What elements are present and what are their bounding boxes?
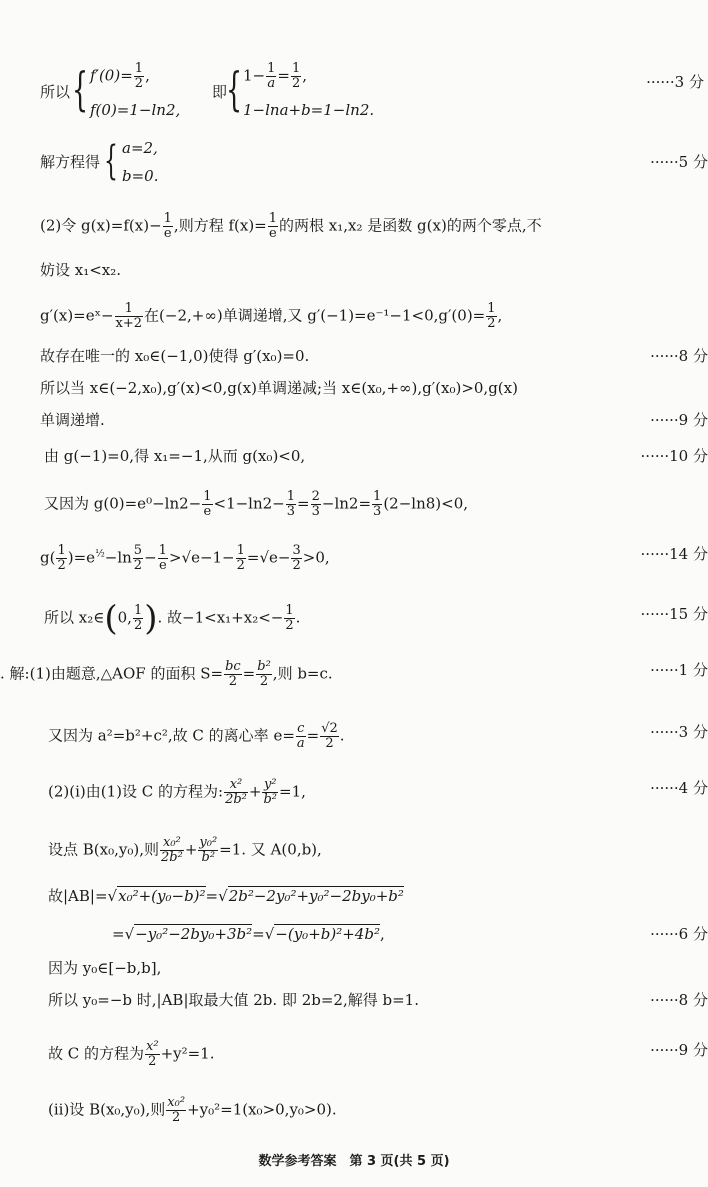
line-7-text: 所以当 x∈(−2,x₀),g′(x)<0,g(x)单调递减;当 x∈(x₀,+∞),g′(x₀)>0,g(x) (40, 379, 518, 397)
line-5-content: g′(x)=eˣ− $\frac{1}{x+2}$ 在(−2,+∞)单调递增,又 g′(−1)=e⁻¹−1<0,g′(0)= $\frac{1}{2}$ , (40, 301, 503, 331)
score-2: ······5 分 (650, 153, 708, 171)
score-8: ······9 分 (650, 411, 708, 429)
sys-1d: 1−lna+b=1−ln2. (243, 101, 375, 119)
score-21: ······9 分 (650, 1041, 708, 1059)
score-14: ······3 分 (650, 723, 708, 741)
line-4-text: 妨设 x₁<x₂. (40, 261, 122, 279)
brace-2: { (226, 62, 243, 116)
line-16-content: 设点 B(x₀,y₀),则 $\frac{\text{x₀²}}{\text{2b²}}$ + $\frac{\text{y₀²}}{\text{b²}}$ =1. 又 A(0,b), (48, 835, 322, 865)
line-1-prefix: 所以 (40, 83, 71, 101)
frac: $\frac{1}{2}$ (134, 61, 144, 91)
line-21-content: 故 C 的方程为 $\frac{\text{x²}}{2}$ +y²=1. (48, 1039, 215, 1069)
score-20: ······8 分 (650, 991, 708, 1009)
line-22-content: (ii)设 B(x₀,y₀),则 $\frac{\text{x₀²}}{2}$ +y₀²=1(x₀>0,y₀>0). (48, 1095, 337, 1125)
line-19-text: 因为 y₀∈[−b,b], (48, 959, 162, 977)
line-20-text: 所以 y₀=−b 时,|AB|取最大值 2b. 即 2b=2,解得 b=1. (48, 991, 419, 1009)
line-2 (0, 138, 708, 188)
line-12-content: 所以 x₂∈(0, $\frac{1}{2}$ ). 故−1<x₁+x₂<− $\frac{1}{2}$ . (44, 598, 301, 639)
line-1 (0, 62, 708, 122)
line-5 (0, 301, 708, 331)
score-1: ······3 分 (646, 73, 704, 91)
line-17-content: 故|AB|=√x₀²+(y₀−b)²=√2b²−2y₀²+y₀²−2by₀+b² (48, 887, 404, 905)
line-8-text: 单调递增. (40, 411, 105, 429)
line-13-content: . 解:(1)由题意,△AOF 的面积 S= $\frac{bc}{2}$ = $\frac{\text{b²}}{2}$ ,则 b=c. (0, 659, 333, 689)
line-13 (0, 659, 708, 689)
page-footer: 数学参考答案 第 3 页(共 5 页) (258, 1154, 450, 1169)
brace-3: { (104, 138, 118, 184)
line-12 (0, 598, 708, 639)
line-10-content: 又因为 g(0)=e⁰−ln2− $\frac{1}{e}$ <1−ln2− $\frac{1}{3}$ = $\frac{2}{3}$ −ln2= $\frac{1}{3}$ (2−ln8)<0, (44, 489, 469, 519)
line-10 (0, 489, 708, 519)
score-9: ······10 分 (640, 447, 708, 465)
line-14-content: 又因为 a²=b²+c²,故 C 的离心率 e= $\frac{c}{a}$ = $\frac{√2}{2}$ . (48, 721, 345, 751)
score-15: ······4 分 (650, 779, 708, 797)
line-2-prefix: 解方程得 (40, 153, 101, 171)
score-13: ······1 分 (650, 661, 708, 679)
sys-1a: f′(0)= $\frac{1}{2}$ , (90, 61, 150, 91)
line-16 (0, 835, 708, 865)
line-22 (0, 1095, 708, 1125)
line-3 (0, 211, 708, 241)
line-15-content: (2)(i)由(1)设 C 的方程为: $\frac{\text{x²}}{\text{2b²}}$ + $\frac{\text{y²}}{\text{b²}}$ =1, (48, 777, 306, 807)
line-6-text: 故存在唯一的 x₀∈(−1,0)使得 g′(x₀)=0. (40, 347, 310, 365)
line-3-content: (2)令 g(x)=f(x)− $\frac{1}{e}$ ,则方程 f(x)= $\frac{1}{e}$ 的两根 x₁,x₂ 是函数 g(x)的两个零点,不 (40, 211, 542, 241)
sys-1b: f(0)=1−ln2, (90, 101, 181, 119)
line-18-content: =√−y₀²−2by₀+3b²=√−(y₀+b)²+4b², (112, 925, 385, 943)
sys-1c: 1− $\frac{1}{a}$ = $\frac{1}{2}$ , (243, 61, 308, 91)
line-11-content: g( $\frac{1}{2}$ )$=e^{\frac{1}{2}}-\ln$ $\frac{5}{2}$ − $\frac{1}{e}$ >√e−1− $\frac{1}{2}$ =√e− $\frac{3}{2}$ >0, (40, 543, 330, 573)
score-11: ······14 分 (640, 545, 708, 563)
score-12: ······15 分 (640, 605, 708, 623)
score-18: ······6 分 (650, 925, 708, 943)
line-1-jie: 即 (212, 83, 228, 101)
brace-1: { (72, 62, 89, 116)
line-21 (0, 1039, 708, 1069)
score-6: ······8 分 (650, 347, 708, 365)
line-14 (0, 721, 708, 751)
sys-2b: b=0. (122, 167, 159, 185)
line-9-text: 由 g(−1)=0,得 x₁=−1,从而 g(x₀)<0, (44, 447, 306, 465)
line-15 (0, 777, 708, 807)
line-11 (0, 543, 708, 573)
sys-2a: a=2, (122, 139, 158, 157)
